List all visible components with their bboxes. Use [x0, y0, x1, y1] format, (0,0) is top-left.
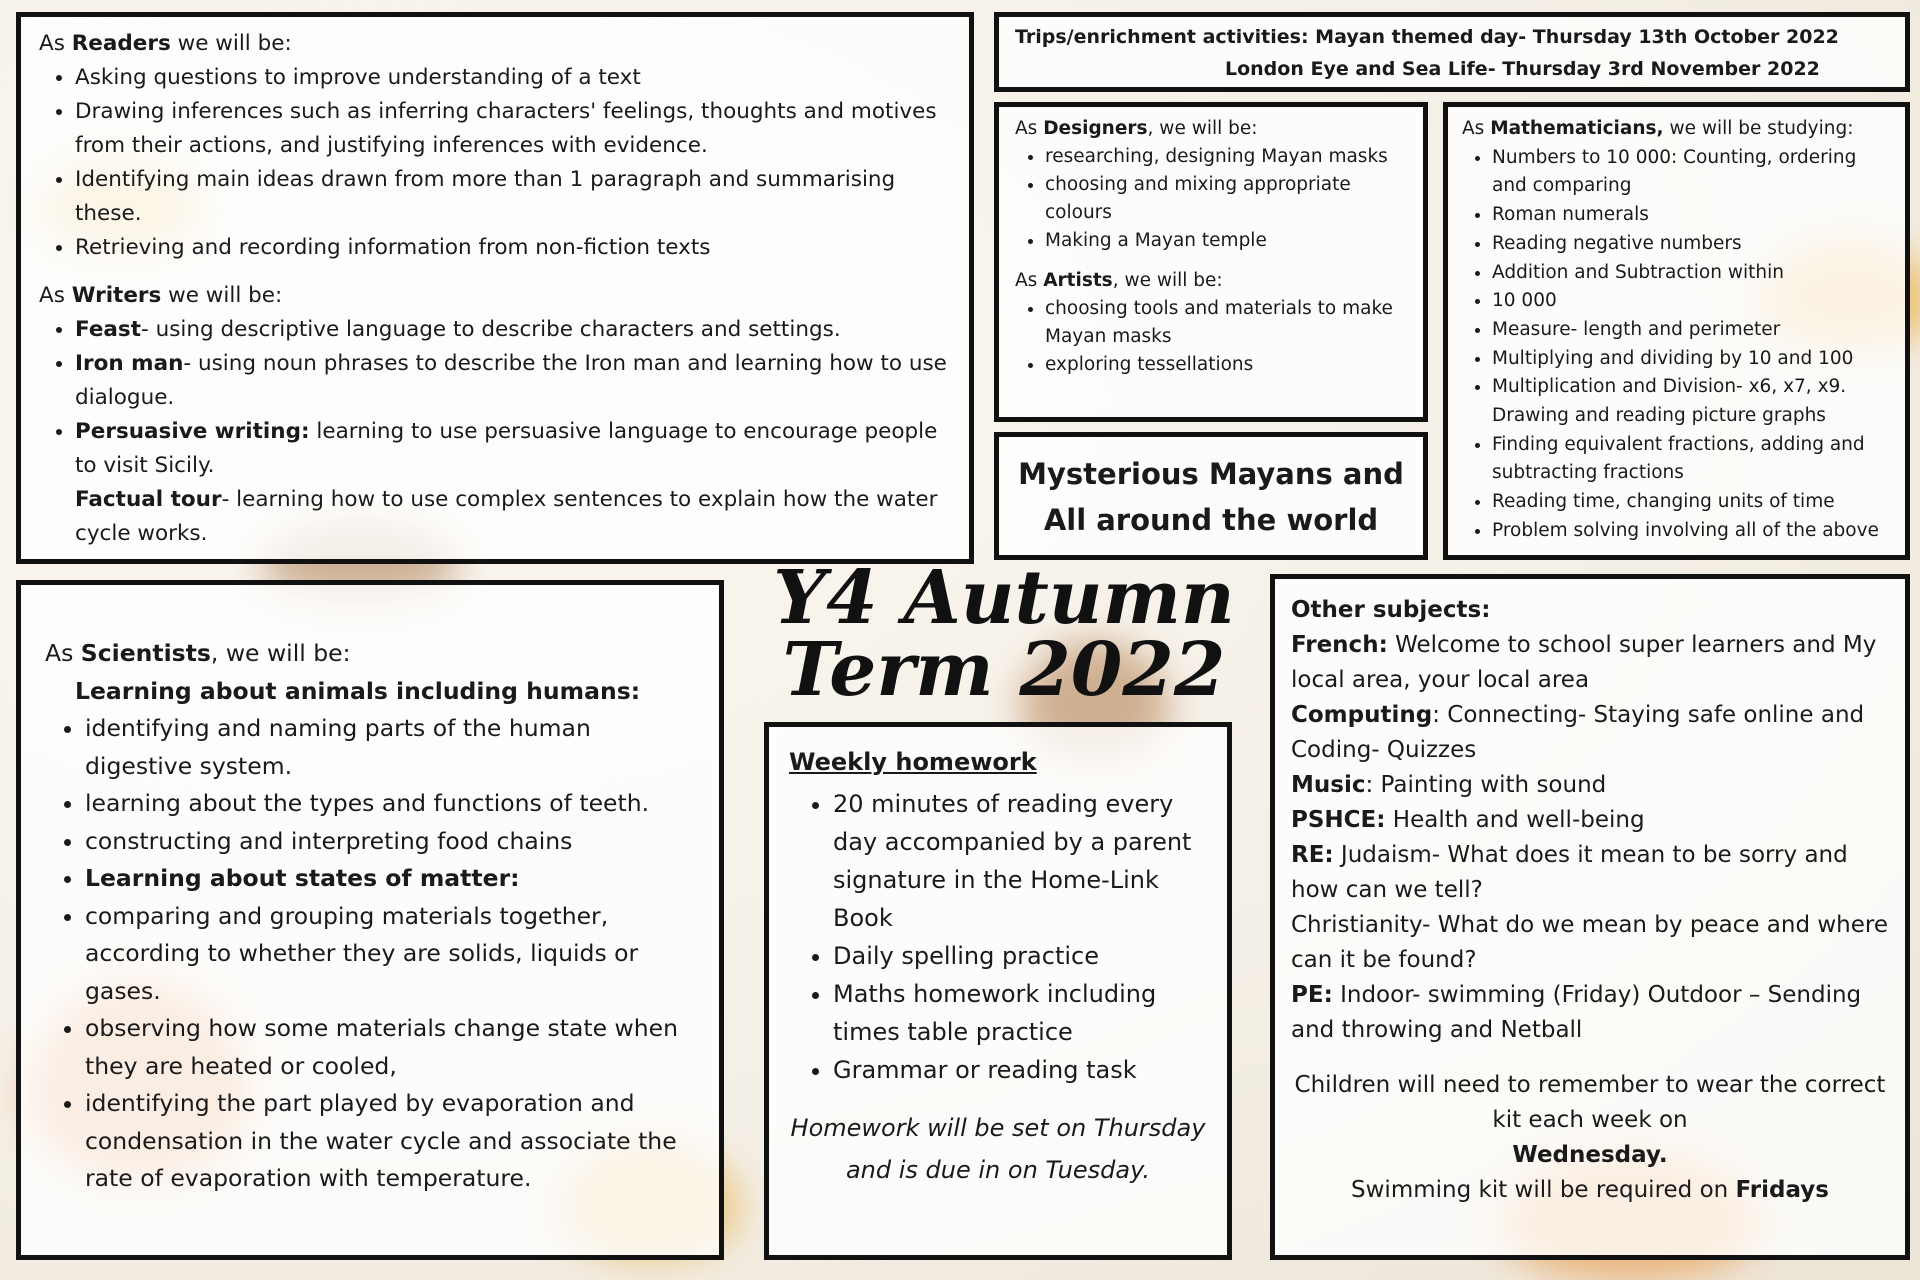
list-item: • Retrieving and recording information from non-fiction texts [75, 231, 951, 265]
list-item: • Finding equivalent fractions, adding and subtracting fractions [1492, 431, 1891, 488]
list-item: • Drawing inferences such as inferring characters' feelings, thoughts and motives from their actions, and justifying inferences with evidence. [75, 95, 951, 163]
designers-intro: As Designers, we will be: [1015, 118, 1258, 139]
subject-christianity: Christianity- What do we mean by peace and where can it be found? [1291, 912, 1889, 973]
list-item: • choosing and mixing appropriate colours [1045, 171, 1407, 227]
list-item: • Measure- length and perimeter [1492, 316, 1891, 345]
readers-intro: As Readers we will be: [39, 31, 292, 56]
list-item: • Maths homework including times table practice [833, 975, 1207, 1051]
list-item: • Multiplying and dividing by 10 and 100 [1492, 345, 1891, 374]
artists-intro: As Artists, we will be: [1015, 270, 1223, 291]
list-item: • Numbers to 10 000: Counting, ordering and comparing [1492, 144, 1891, 201]
page-title: Y4 Autumn Term 2022 [773, 555, 1235, 713]
other-heading: Other subjects: [1291, 597, 1491, 623]
list-item: • Grammar or reading task [833, 1051, 1207, 1089]
list-item: • 10 000 [1492, 287, 1891, 316]
artists-list [1015, 295, 1407, 379]
homework-panel [764, 722, 1232, 1260]
kit-reminder: Children will need to remember to wear the correct kit each week on Wednesday. Swimming kit will be required on Fridays [1294, 1072, 1886, 1203]
topic-panel [994, 432, 1428, 560]
subject-computing: Computing: Connecting- Staying safe online and Coding- Quizzes [1291, 702, 1865, 763]
list-item: • identifying the part played by evaporation and condensation in the water cycle and associate the rate of evaporation with temperature. [85, 1085, 699, 1198]
trips-line-2: London Eye and Sea Life- Thursday 3rd November 2022 [1225, 58, 1820, 80]
topic-line-2: All around the world [1043, 503, 1379, 537]
writers-intro: As Writers we will be: [39, 283, 283, 308]
list-item: • Asking questions to improve understanding of a text [75, 61, 951, 95]
list-item: • Feast- using descriptive language to describe characters and settings. [75, 313, 951, 347]
homework-note: Homework will be set on Thursday and is due in on Tuesday. [790, 1114, 1206, 1184]
list-item: • researching, designing Mayan masks [1045, 143, 1407, 171]
list-item: Factual tour- learning how to use complex sentences to explain how the water cycle works. [75, 487, 938, 546]
list-item: • identifying and naming parts of the human digestive system. [85, 710, 699, 785]
list-item: • comparing and grouping materials together, according to whether they are solids, liquids or gases. [85, 898, 699, 1011]
list-item: • Multiplication and Division- x6, x7, x9. Drawing and reading picture graphs [1492, 373, 1891, 430]
list-item: • Problem solving involving all of the above [1492, 517, 1891, 546]
list-item: • Daily spelling practice [833, 937, 1207, 975]
list-item: • Reading negative numbers [1492, 230, 1891, 259]
subject-re: RE: Judaism- What does it mean to be sorry and how can we tell? [1291, 842, 1848, 903]
mathematicians-panel [1443, 102, 1910, 560]
science-list-animals [45, 710, 699, 1198]
readers-list [39, 61, 951, 265]
topic-line-1: Mysterious Mayans and [1018, 457, 1404, 491]
subject-pe: PE: Indoor- swimming (Friday) Outdoor – Sending and throwing and Netball [1291, 982, 1862, 1043]
list-item: • constructing and interpreting food chains [85, 823, 699, 861]
list-item: • Roman numerals [1492, 201, 1891, 230]
list-item: • Persuasive writing: learning to use persuasive language to encourage people to visit Sicily. [75, 415, 951, 483]
list-item: • choosing tools and materials to make Mayan masks [1045, 295, 1407, 351]
scientists-panel [16, 580, 724, 1260]
homework-heading: Weekly homework [789, 748, 1037, 776]
homework-list [789, 785, 1207, 1089]
maths-intro: As Mathematicians, we will be studying: [1462, 118, 1854, 139]
list-item: • observing how some materials change state when they are heated or cooled, [85, 1010, 699, 1085]
designers-list [1015, 143, 1407, 255]
writers-list [39, 313, 951, 551]
list-item: • 20 minutes of reading every day accompanied by a parent signature in the Home-Link Book [833, 785, 1207, 937]
list-item: • Addition and Subtraction within [1492, 259, 1891, 288]
other-subjects-panel [1270, 574, 1910, 1260]
list-item: • learning about the types and functions of teeth. [85, 785, 699, 823]
subject-french: French: Welcome to school super learners and My local area, your local area [1291, 632, 1877, 693]
science-intro: As Scientists, we will be: [45, 639, 351, 667]
maths-list [1462, 144, 1891, 546]
list-item: • Making a Mayan temple [1045, 227, 1407, 255]
readers-writers-panel [16, 12, 974, 564]
list-item: • Learning about states of matter: [85, 860, 699, 898]
trips-panel [994, 12, 1910, 92]
subject-pshce: PSHCE: Health and well-being [1291, 807, 1645, 833]
trips-line-1: Trips/enrichment activities: Mayan themed day- Thursday 13th October 2022 [1015, 26, 1839, 48]
list-item: • Reading time, changing units of time [1492, 488, 1891, 517]
subject-music: Music: Painting with sound [1291, 772, 1607, 798]
science-subheading-animals: Learning about animals including humans: [75, 676, 641, 705]
designers-artists-panel [994, 102, 1428, 422]
list-item: • Iron man- using noun phrases to describe the Iron man and learning how to use dialogue. [75, 347, 951, 415]
list-item: • exploring tessellations [1045, 351, 1407, 379]
list-item: • Identifying main ideas drawn from more than 1 paragraph and summarising these. [75, 163, 951, 231]
